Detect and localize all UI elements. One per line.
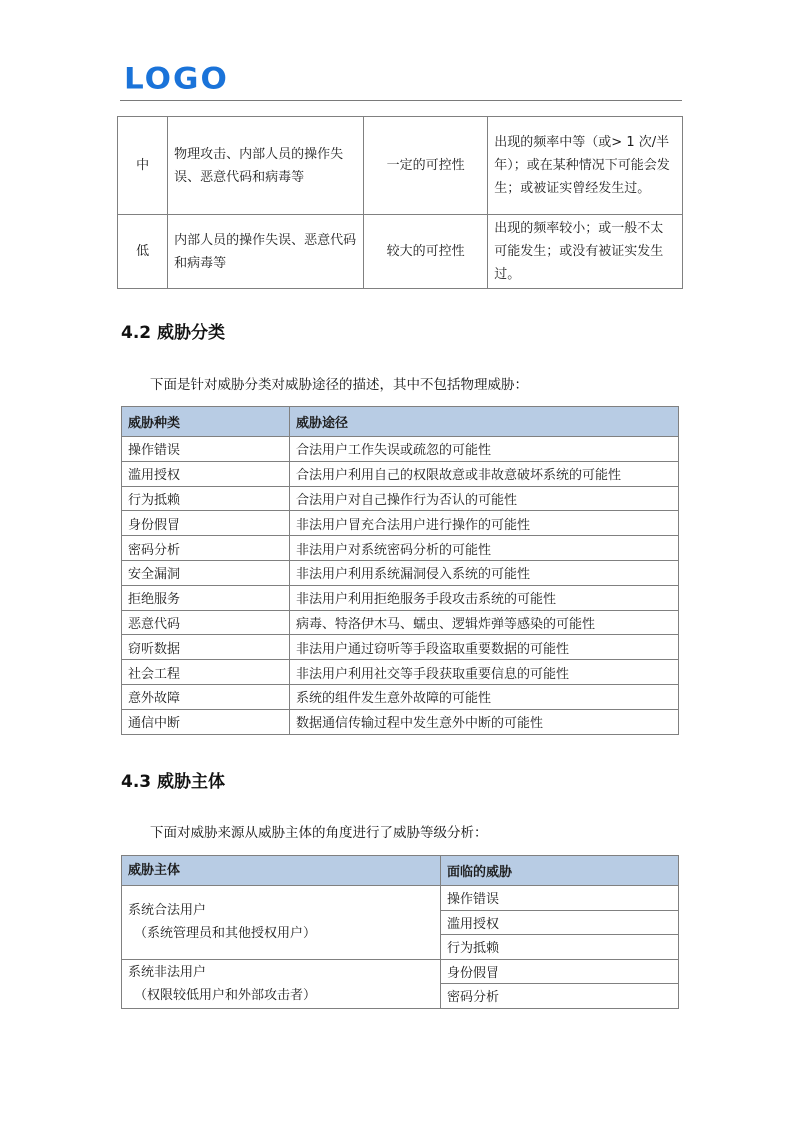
column-header-threat-subject: 威胁主体 [122, 856, 441, 886]
table-row [122, 461, 679, 486]
threat-type-cell: 通信中断 [122, 709, 290, 734]
threat-path-cell: 非法用户利用拒绝服务手段攻击系统的可能性 [290, 585, 679, 610]
table-row [122, 635, 679, 660]
threat-subject-cell [122, 886, 441, 960]
threat-path-cell: 非法用户利用系统漏洞侵入系统的可能性 [290, 560, 679, 585]
threat-type-cell: 安全漏洞 [122, 560, 290, 585]
table-row [122, 536, 679, 561]
threat-type-cell: 窃听数据 [122, 635, 290, 660]
table-row [122, 660, 679, 685]
threat-type-cell: 恶意代码 [122, 610, 290, 635]
table-row [122, 511, 679, 536]
risk-level-cell: 中 [118, 117, 168, 215]
header-divider [120, 100, 682, 101]
section-intro-4-2: 下面是针对威胁分类对威胁途径的描述，其中不包括物理威胁： [150, 377, 528, 393]
faced-threat-cell: 身份假冒 [441, 959, 679, 984]
section-heading-4-2: 4.2 威胁分类 [121, 323, 226, 343]
threat-subject-table [121, 855, 679, 1009]
subject-name: 系统非法用户 [128, 964, 207, 980]
table-row [122, 486, 679, 511]
threat-source-cell: 物理攻击、内部人员的操作失误、恶意代码和病毒等 [168, 117, 364, 215]
column-header-threat-path: 威胁途径 [290, 407, 679, 437]
threat-path-cell: 病毒、特洛伊木马、蠕虫、逻辑炸弹等感染的可能性 [290, 610, 679, 635]
table-row [122, 684, 679, 709]
risk-level-table [117, 116, 683, 289]
threat-classification-table [121, 406, 679, 735]
threat-path-cell: 合法用户对自己操作行为否认的可能性 [290, 486, 679, 511]
table-row [122, 886, 679, 911]
threat-path-cell: 合法用户工作失误或疏忽的可能性 [290, 437, 679, 462]
threat-path-cell: 系统的组件发生意外故障的可能性 [290, 684, 679, 709]
table-header-row [122, 407, 679, 437]
subject-note: （权限较低用户和外部攻击者） [134, 987, 317, 1003]
subject-note: （系统管理员和其他授权用户） [134, 926, 317, 942]
threat-type-cell: 操作错误 [122, 437, 290, 462]
table-row [122, 709, 679, 734]
threat-path-cell: 非法用户对系统密码分析的可能性 [290, 536, 679, 561]
threat-type-cell: 身份假冒 [122, 511, 290, 536]
threat-subject-cell [122, 959, 441, 1008]
table-row [122, 585, 679, 610]
threat-type-cell: 意外故障 [122, 684, 290, 709]
controllability-cell: 较大的可控性 [363, 215, 487, 289]
faced-threat-cell: 密码分析 [441, 984, 679, 1009]
table-row [118, 215, 683, 289]
logo: LOGO [124, 61, 229, 97]
threat-type-cell: 滥用授权 [122, 461, 290, 486]
threat-path-cell: 非法用户冒充合法用户进行操作的可能性 [290, 511, 679, 536]
threat-path-cell: 非法用户通过窃听等手段盗取重要数据的可能性 [290, 635, 679, 660]
table-row [122, 959, 679, 984]
table-row [122, 560, 679, 585]
faced-threat-cell: 行为抵赖 [441, 935, 679, 960]
section-heading-4-3: 4.3 威胁主体 [121, 772, 226, 792]
table-row [122, 610, 679, 635]
frequency-cell: 出现的频率较小；或一般不太可能发生；或没有被证实发生过。 [488, 215, 683, 289]
frequency-cell: 出现的频率中等（或> 1 次/半年）；或在某种情况下可能会发生；或被证实曾经发生过。 [488, 117, 683, 215]
risk-level-cell: 低 [118, 215, 168, 289]
column-header-faced-threats: 面临的威胁 [441, 856, 679, 886]
section-intro-4-3: 下面对威胁来源从威胁主体的角度进行了威胁等级分析： [150, 825, 488, 841]
threat-type-cell: 社会工程 [122, 660, 290, 685]
threat-path-cell: 合法用户利用自己的权限故意或非故意破坏系统的可能性 [290, 461, 679, 486]
table-row [118, 117, 683, 215]
table-row [122, 437, 679, 462]
threat-source-cell: 内部人员的操作失误、恶意代码和病毒等 [168, 215, 364, 289]
faced-threat-cell: 操作错误 [441, 886, 679, 911]
threat-type-cell: 拒绝服务 [122, 585, 290, 610]
threat-path-cell: 数据通信传输过程中发生意外中断的可能性 [290, 709, 679, 734]
threat-path-cell: 非法用户利用社交等手段获取重要信息的可能性 [290, 660, 679, 685]
controllability-cell: 一定的可控性 [363, 117, 487, 215]
threat-type-cell: 行为抵赖 [122, 486, 290, 511]
subject-name: 系统合法用户 [128, 903, 207, 919]
faced-threat-cell: 滥用授权 [441, 910, 679, 935]
column-header-threat-type: 威胁种类 [122, 407, 290, 437]
threat-type-cell: 密码分析 [122, 536, 290, 561]
table-header-row [122, 856, 679, 886]
